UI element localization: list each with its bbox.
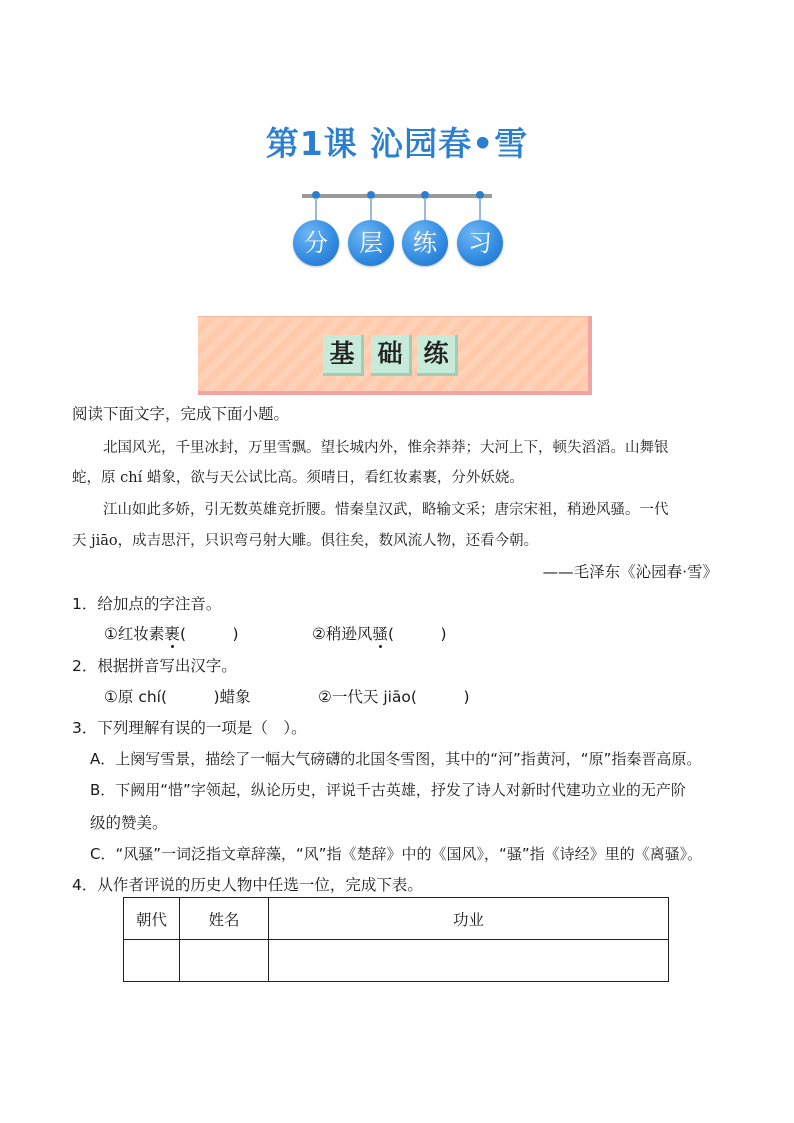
answer-blank: ( ) (387, 625, 447, 643)
question-2-stem: 2．根据拼音写出汉字。 (72, 657, 237, 675)
question-1-stem: 1．给加点的字注音。 (72, 595, 222, 613)
emphasis-dot-char: 裹 (164, 625, 180, 643)
poem-line: 蛇，原 chí 蜡象，欲与天公试比高。须晴日，看红妆素裹，分外妖娆。 (72, 470, 524, 486)
question-4-stem: 4．从作者评说的历史人物中任选一位，完成下表。 (72, 876, 423, 894)
poem-line: 北国风光，千里冰封，万里雪飘。望长城内外，惟余莽莽；大河上下，顿失滔滔。山舞银 (103, 440, 669, 456)
table-header-cell: 朝代 (124, 898, 180, 940)
table-header-cell: 功业 (269, 898, 669, 940)
question-3-option-b: B．下阙用“惜”字领起，纵论历史，评说千古英雄，抒发了诗人对新时代建功立业的无产阶 (90, 781, 686, 799)
section-banner-char: 基 (323, 335, 364, 376)
instruction-text: 阅读下面文字，完成下面小题。 (72, 405, 290, 423)
badge-circle: 层 (348, 220, 394, 266)
answer-cell[interactable] (180, 940, 269, 982)
section-banner-char: 练 (417, 335, 458, 376)
poem-attribution: ——毛泽东《沁园春·雪》 (542, 563, 718, 581)
question-2-item-b: ②一代天 jiāo( ) (318, 688, 470, 706)
question-1-item-a: ①红妆素裹( ) (104, 625, 239, 643)
section-banner-char: 础 (371, 335, 412, 376)
question-3-option-b-cont: 级的赞美。 (90, 814, 168, 832)
answer-table (123, 897, 669, 982)
section-banner (198, 316, 592, 395)
answer-blank: ( ) (179, 625, 239, 643)
table-row (124, 940, 669, 982)
question-3-stem: 3．下列理解有误的一项是（ ）。 (72, 719, 307, 737)
badge-hanger-bar (302, 194, 492, 198)
table-header-row (124, 898, 669, 940)
question-3-option-c: C．“风骚”一词泛指文章辞藻，“风”指《楚辞》中的《国风》，“骚”指《诗经》里的《离骚》。 (90, 845, 703, 863)
emphasis-dot-char: 骚 (372, 625, 388, 643)
badge-circle: 练 (402, 220, 448, 266)
badge-circle: 分 (293, 220, 339, 266)
question-2-item-a: ①原 chí( )蜡象 (104, 688, 251, 706)
page-title: 第1课 沁园春•雪 (265, 124, 529, 163)
answer-cell[interactable] (124, 940, 180, 982)
poem-line: 江山如此多娇，引无数英雄竞折腰。惜秦皇汉武，略输文采；唐宗宋祖，稍逊风骚。一代 (103, 502, 669, 518)
table-header-cell: 姓名 (180, 898, 269, 940)
badge-circle: 习 (457, 220, 503, 266)
question-3-option-a: A．上阕写雪景，描绘了一幅大气磅礴的北国冬雪图，其中的“河”指黄河，“原”指秦晋高原。 (90, 750, 702, 768)
poem-line: 天 jiāo，成吉思汗，只识弯弓射大雕。俱往矣，数风流人物，还看今朝。 (72, 533, 539, 549)
answer-cell[interactable] (269, 940, 669, 982)
question-1-item-b: ②稍逊风骚( ) (312, 625, 447, 643)
